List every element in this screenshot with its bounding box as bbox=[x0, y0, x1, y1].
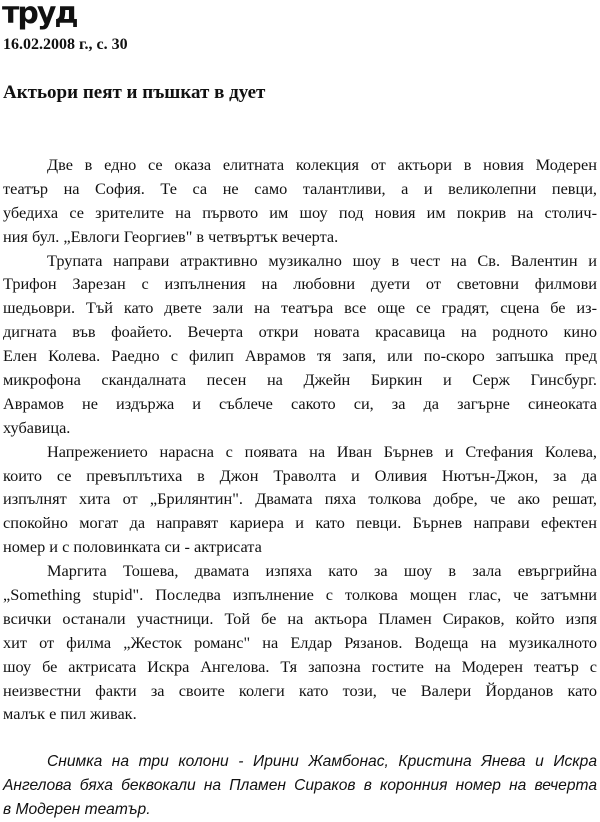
article-paragraph bbox=[3, 249, 597, 440]
text-line: Трупата направи атрактивно музикално шоу в чест на Св. Валентин и bbox=[47, 250, 597, 270]
article-paragraph bbox=[3, 559, 597, 726]
text-line: шедьоври. Тъй като двете зали на театъра все още се градят, сцена бе из- bbox=[3, 298, 597, 318]
text-line: Две в едно се оказа елитната колекция от актьори в новия Модерен bbox=[47, 155, 597, 174]
text-line: спокойно могат да направят кариера и като певци. Бърнев направи ефектен bbox=[3, 513, 597, 533]
text-line: ния бул. „Евлоги Георгиев" в четвъртък вечерта. bbox=[3, 226, 339, 246]
text-line: шоу бе актрисата Искра Ангелова. Тя запозна гостите на Модерен театър с bbox=[3, 656, 597, 676]
text-line: Напрежението нарасна с появата на Иван Бърнев и Стефания Колева, bbox=[47, 441, 597, 461]
text-line: в Модерен театър. bbox=[3, 801, 151, 819]
text-line: Аврамов не издържа и съблече сакото си, за да загърне синеоката bbox=[3, 393, 597, 413]
text-line: номер и с половинката си - актрисата bbox=[3, 537, 262, 557]
article-paragraph bbox=[3, 153, 597, 249]
text-line: всички останали участници. Той бе на актьора Пламен Сираков, който изпя bbox=[3, 608, 597, 628]
photo-caption bbox=[3, 750, 597, 822]
text-line: Трифон Зарезан с изпълнения на любовни дуети от световни филмови bbox=[3, 274, 597, 294]
spacer bbox=[3, 726, 597, 750]
text-line: Снимка на три колони - Ирини Жамбонас, Кристина Янева и Искра bbox=[47, 753, 597, 771]
article-paragraph bbox=[3, 440, 597, 559]
text-line: Маргита Тошева, двамата изпяха като за шоу в зала евъргрийна bbox=[47, 561, 597, 581]
newspaper-logo: труд bbox=[2, 0, 77, 31]
text-line: неизвестни факти за своите колеги като този, че Валери Йорданов като bbox=[3, 680, 597, 700]
text-line: които се превъплътиха в Джон Траволта и Оливия Нютън-Джон, за да bbox=[3, 465, 597, 485]
text-line: микрофона скандалната песен на Джейн Биркин и Серж Гинсбург. bbox=[3, 370, 597, 390]
text-line: „Something stupid". Последва изпълнение с толкова мощен глас, че затъмни bbox=[3, 585, 597, 605]
text-line: хит от филма „Жесток романс" на Елдар Рязанов. Водеща на музикалното bbox=[3, 632, 597, 652]
text-line: дигната във фоайето. Вечерта откри новата красавица на родното кино bbox=[3, 322, 597, 342]
text-line: Елен Колева. Раедно с филип Аврамов тя запя, или по-скоро запъшка пред bbox=[3, 346, 597, 366]
article-title: Актьори пеят и пъшкат в дует bbox=[3, 82, 266, 103]
article-body bbox=[3, 153, 597, 822]
text-line: хубавица. bbox=[3, 417, 71, 437]
text-line: убедиха се зрителите на първото им шоу под новия им покрив на столич- bbox=[3, 202, 597, 222]
text-line: Ангелова бяха беквокали на Пламен Сираков в коронния номер на вечерта bbox=[3, 777, 597, 795]
text-line: изпълнят хита от „Брилянтин". Двамата пяха толкова добре, че ако решат, bbox=[3, 489, 597, 509]
text-line: театър на София. Те са не само талантливи, а и великолепни певци, bbox=[3, 178, 597, 198]
text-line: малък е пил живак. bbox=[3, 704, 137, 724]
publication-date: 16.02.2008 г., с. 30 bbox=[3, 36, 128, 53]
